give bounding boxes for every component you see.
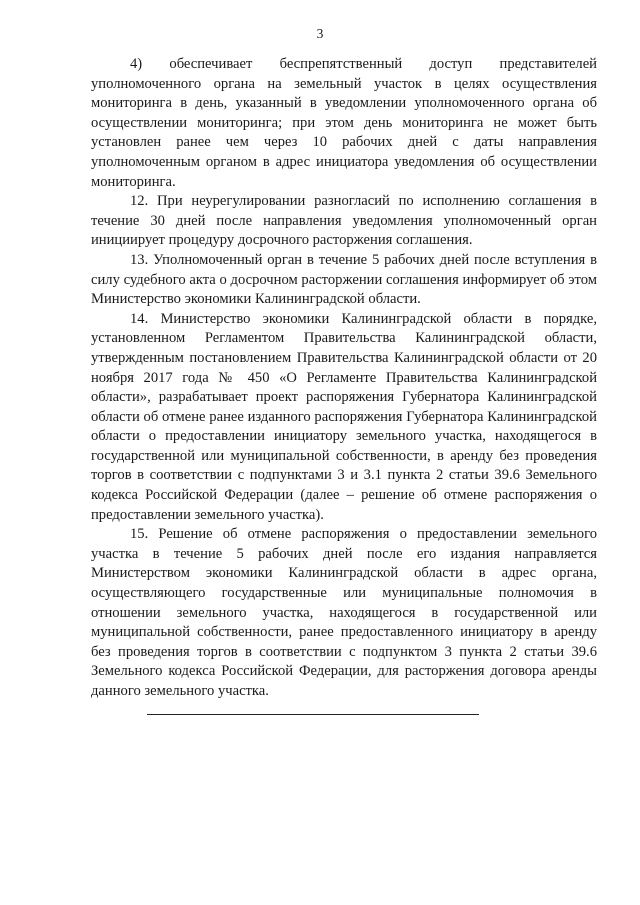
paragraph-13: 13. Уполномоченный орган в течение 5 рабочих дней после вступления в силу судебного акта о досрочном расторжении соглашения информирует об этом Министерство экономики Калининградской области. xyxy=(91,251,597,308)
closing-divider xyxy=(147,714,479,715)
paragraph-12: 12. При неурегулировании разногласий по исполнению соглашения в течение 30 дней после направления уведомления уполномоченный орган инициирует процедуру досрочного расторжения соглашения. xyxy=(91,193,597,249)
document-body xyxy=(91,55,597,702)
paragraph-15: 15. Решение об отмене распоряжения о предоставлении земельного участка в течение 5 рабочих дней после его издания направляется Министерством экономики Калининградской области в адрес органа, осуществляющего государственные или муниципальные полномочия в отношении земельного участка, находящегося в государственной или муниципальной собственности, ранее предоставленного инициатору в аренду без проведения торгов в соответствии с подпунктом 3 пункта 2 статьи 39.6 Земельного кодекса Российской Федерации, для расторжения договора аренды данного земельного участка. xyxy=(91,526,597,699)
paragraph-item-4: 4) обеспечивает беспрепятственный доступ представителей уполномоченного органа на земельный участок в целях осуществления мониторинга в день, указанный в уведомлении уполномоченного органа об осуществлении мониторинга; при этом день мониторинга не может быть установлен ранее чем через 10 рабочих дней с даты направления уполномоченным органом в адрес инициатора уведомления об осуществлении мониторинга. xyxy=(91,56,597,190)
page-number: 3 xyxy=(316,26,324,41)
paragraph-14: 14. Министерство экономики Калининградской области в порядке, установленном Регламентом Правительства Калининградской области, утвержденным постановлением Правительства Калининградской области от 20 ноября 2017 года № 450 «О Регламенте Правительства Калининградской области», разрабатывает проект распоряжения Губернатора Калининградской области об отмене ранее изданного распоряжения Губернатора Калининградской области о предоставлении инициатору земельного участка, находящегося в государственной или муниципальной собственности, в аренду без проведения торгов в соответствии с подпунктами 3 и 3.1 пункта 2 статьи 39.6 Земельного кодекса Российской Федерации (далее – решение об отмене распоряжения о предоставлении земельного участка). xyxy=(91,310,597,523)
